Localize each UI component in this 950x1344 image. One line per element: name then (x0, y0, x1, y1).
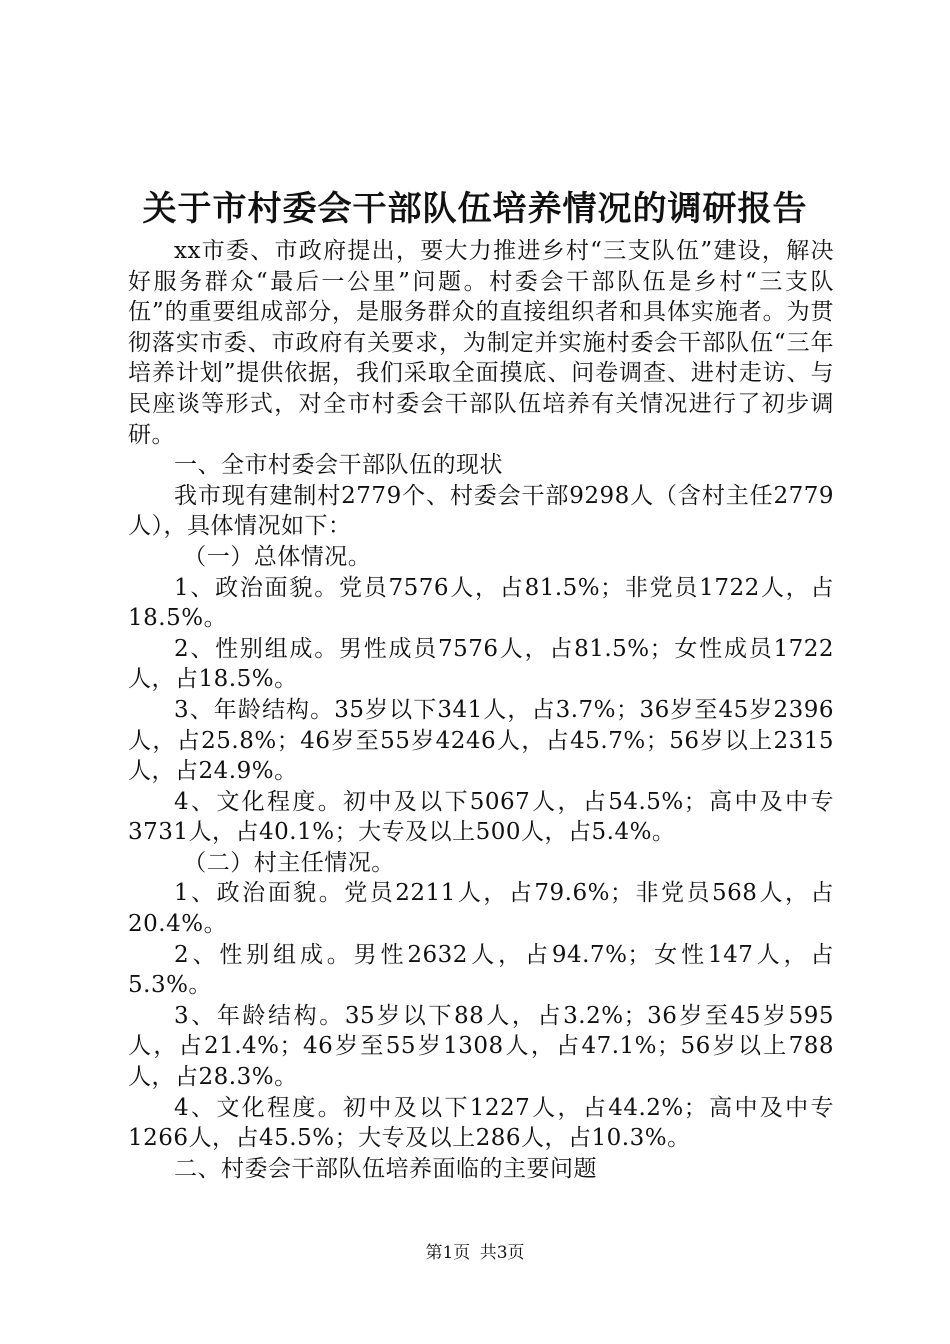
section-heading-2: 二、村委会干部队伍培养面临的主要问题 (174, 1155, 597, 1182)
list-item: 1、政治面貌。党员2211人，占79.6%；非党员568人，占20.4%。 (128, 880, 834, 938)
page-number: 第1页 (425, 1243, 471, 1263)
list-item: 4、文化程度。初中及以下1227人，占44.2%；高中及中专1266人，占45.5%；大专及以上286人，占10.3%。 (128, 1094, 834, 1152)
body-paragraph: 我市现有建制村2779个、村委会干部9298人（含村主任2779人），具体情况如下： (128, 482, 834, 540)
subsection-heading-1: （一）总体情况。 (183, 543, 372, 570)
subsection-heading-2: （二）村主任情况。 (183, 849, 395, 876)
list-item: 3、年龄结构。35岁以下341人，占3.7%；36岁至45岁2396人，占25.8%；46岁至55岁4246人，占45.7%；56岁以上2315人，占24.9%。 (128, 696, 834, 785)
document-title: 关于市村委会干部队伍培养情况的调研报告 (142, 189, 808, 229)
list-item: 2、性别组成。男性成员7576人，占81.5%；女性成员1722人，占18.5%。 (128, 635, 834, 693)
list-item: 3、年龄结构。35岁以下88人，占3.2%；36岁至45岁595人，占21.4%；46岁至55岁1308人，占47.1%；56岁以上788人，占28.3%。 (128, 1002, 834, 1091)
document-body (128, 236, 834, 1184)
intro-paragraph: xx市委、市政府提出，要大力推进乡村“三支队伍”建设，解决好服务群众“最后一公里”问题。村委会干部队伍是乡村“三支队伍”的重要组成部分，是服务群众的直接组织者和具体实施者。为贯彻落实市委、市政府有关要求，为制定并实施村委会干部队伍“三年培养计划”提供依据，我们采取全面摸底、问卷调查、进村走访、与民座谈等形式，对全市村委会干部队伍培养有关情况进行了初步调研。 (128, 238, 834, 448)
section-heading-1: 一、全市村委会干部队伍的现状 (174, 452, 503, 479)
list-item: 1、政治面貌。党员7576人，占81.5%；非党员1722人，占18.5%。 (128, 574, 834, 632)
page-footer (0, 1241, 950, 1265)
list-item: 4、文化程度。初中及以下5067人，占54.5%；高中及中专3731人，占40.1%；大专及以上500人，占5.4%。 (128, 788, 834, 846)
page-total: 共3页 (479, 1243, 525, 1263)
list-item: 2、性别组成。男性2632人，占94.7%；女性147人，占5.3%。 (128, 941, 834, 999)
